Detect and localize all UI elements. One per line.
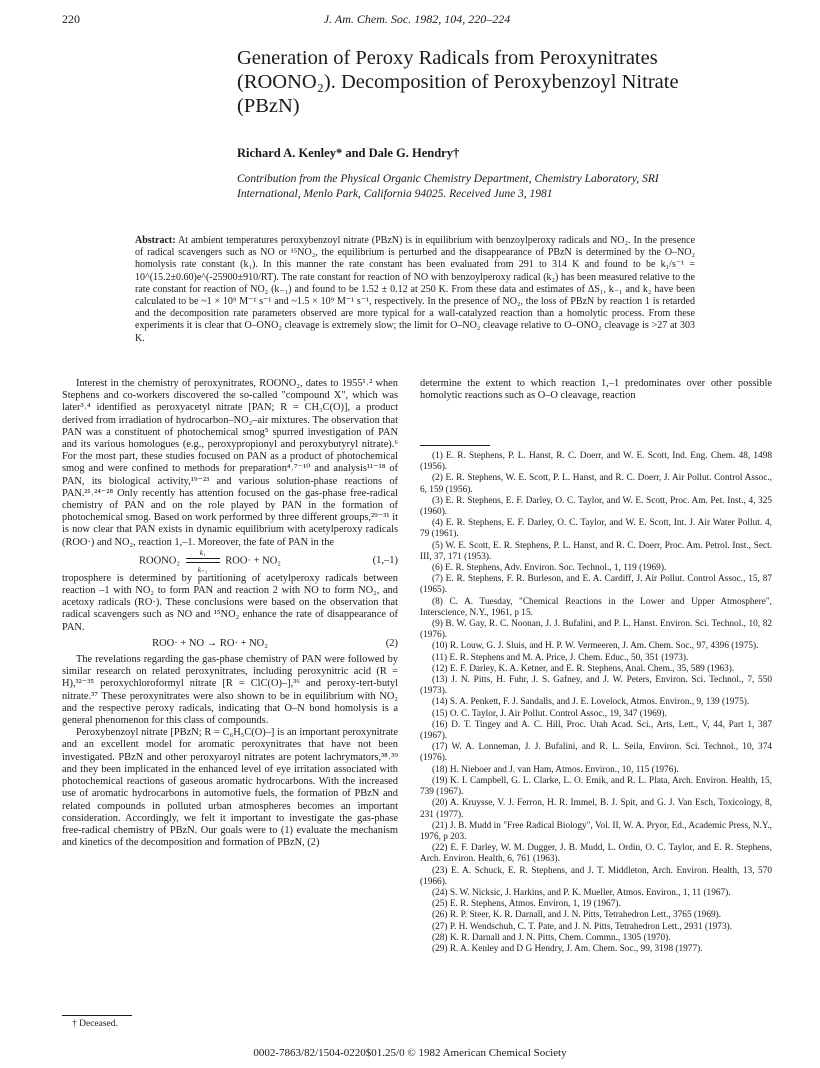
reference-item: (21) J. B. Mudd in "Free Radical Biology", Vol. II, W. A. Pryor, Ed., Academic Press, N.Y., 1976, p 203. [420,820,772,842]
right-column [420,378,772,402]
reference-item: (28) K. R. Darnall and J. N. Pitts, Chem. Commn., 1305 (1970). [432,932,671,943]
references-list [420,451,772,955]
page-header [62,12,772,30]
equation-1-right: ROO· + NO₂ [225,555,281,567]
left-column [62,378,398,849]
reference-item: (16) D. T. Tingey and A. C. Hill, Proc. Utah Acad. Sci., Arts, Lett., V, 44, Part 1, 387 (1967). [420,719,772,742]
reference-item: (3) E. R. Stephens, E. F. Darley, O. C. Taylor, and W. E. Scott, Proc. Am. Pet. Inst., 4, 325 (1960). [420,495,772,518]
reference-item: (23) E. A. Schuck, E. R. Stephens, and J. T. Middleton, Arch. Environ. Health, 13, 570 (1966). [420,865,772,887]
equation-1-number: (1,–1) [372,554,398,566]
equation-1-km1: k₋₁ [197,564,208,574]
abstract-text: At ambient temperatures peroxybenzoyl nitrate (PBzN) is in equilibrium with benzoylperoxy radicals and NO₂. In the presence of radical scavengers such as NO or ¹⁵NO₂, the equilibrium is perturbed and the disappearance of PBzN is determined by the O–NO₂ homolysis rate constant (k₁). In this manner the rate constant has been evaluated from 291 to 314 K and found to be k₁/s⁻¹ = 10^(15.2±0.60)e^(-25900±910/RT). The rate constant for reaction of NO with benzoylperoxy radical (k₂) has been measured relative to the rate constant for reaction of NO₂ (k₋₁) and found to be 1.52 ± 0.12 at 250 K. From these data and estimates of ΔS₁, k₋₁ and k₂ have been calculated to be ~1 × 10⁹ M⁻¹ s⁻¹ and ~1.5 × 10⁹ M⁻¹ s⁻¹, respectively. In the presence of NO₂, the loss of PBzN by reaction 1 is retarded and the decomposition rate parameters observed are more typical for a wall-catalyzed reaction than a homolytic process. From these experiments it is clear that O–ONO₂ cleavage is extremely slow; the limit for O–NO₂ cleavage relative to O–ONO₂ cleavage is >27 at 303 K. [135,235,696,344]
equation-1-k1: k₁ [199,547,206,557]
page-footer: 0002-7863/82/1504-0220$01.25/0 © 1982 American Chemical Society [253,1047,567,1059]
equation-2-number: (2) [385,637,398,649]
equation-2 [62,638,398,650]
journal-reference: J. Am. Chem. Soc. 1982, 104, 220–224 [323,12,511,26]
body-paragraph: determine the extent to which reaction 1,–1 predominates over other possible homolytic reactions such as O–O cleavage, reaction [420,378,772,402]
reference-item: (14) S. A. Penkett, F. J. Sandalls, and J. E. Lovelock, Atmos. Environ., 9, 139 (1975). [432,697,750,708]
reference-item: (22) E. F. Darley, W. M. Dugger, J. B. Mudd, L. Ordin, O. C. Taylor, and E. R. Stephens, Arch. Environ. Health, 6, 761 (1963). [420,843,772,865]
article-title: Generation of Peroxy Radicals from Peroxynitrates (ROONO₂). Decomposition of Peroxybenzoyl Nitrate (PBzN) [237,47,679,117]
abstract-label: Abstract: [135,235,176,246]
reference-item: (1) E. R. Stephens, P. L. Hanst, R. C. Doerr, and W. E. Scott, Ind. Eng. Chem. 48, 1498 (1956). [420,451,772,473]
reference-item: (19) K. I. Campbell, G. L. Clarke, L. O. Emik, and R. L. Plata, Arch. Environ. Health, 15, 739 (1967). [420,775,772,798]
reference-item: (25) E. R. Stephens, Atmos. Environ, 1, 19 (1967). [432,899,621,910]
reference-item: (9) B. W. Gay, R. C. Noonan, J. J. Bufalini, and P. L. Hanst. Environ. Sci. Technol., 10, 82 (1976). [420,619,772,641]
footnote-rule [62,1015,132,1016]
reference-item: (7) E. R. Stephens, F. R. Burleson, and E. A. Cardiff, J. Air Pollut. Control Assoc., 15, 87 (1965). [420,574,772,596]
reference-item: (10) R. Louw, G. J. Sluis, and H. P. W. Vermeeren, J. Am. Chem. Soc., 97, 4396 (1975). [432,641,759,652]
body-paragraph: Interest in the chemistry of peroxynitrates, ROONO₂, dates to 1955¹˒² when Stephens and co-workers discovered the so-called "compound X", which was later³˒⁴ identified as peroxyacetyl nitrate [PAN; R = CH₃C(O)], a product derived from irradiation of hydrocarbon–NO₂–air mixtures. The observation that PAN was a constituent of photochemical smog⁵ spurred investigation of PAN and its various homologues (e.g., peroxypropionyl and peroxybutyryl nitrate).⁶ For the most part, these studies focused on PAN as a product of photochemical smog and were confined to methods for preparation⁴˒⁷⁻¹⁰ and analysis¹¹⁻¹⁸ of PAN, its biological activity,¹⁹⁻²³ and various solution-phase reactions of PAN.²¹˒²⁴⁻²⁸ Only recently has attention focused on the gas-phase free-radical chemistry of PAN and on the role played by PAN in the formation of photochemical smog. Based on work performed by three different groups,²⁹⁻³¹ it is now clear that PAN exists in dynamic equilibrium with acetylperoxy radicals (ROO·) and NO₂, reaction 1,–1. Moreover, the fate of PAN in the [62,378,398,548]
equilibrium-arrow-icon [186,547,220,574]
body-paragraph: The revelations regarding the gas-phase chemistry of PAN were followed by similar research on related peroxynitrates, including peroxynitric acid (R = H),³²⁻³⁵ peroxychloroformyl nitrate [R = ClC(O)–],³⁶ and peroxy-tert-butyl nitrate.³⁷ These peroxynitrates were also shown to be in equilibrium with NO₂ and the respective peroxy radicals, indicating that O–N bond homolysis is a general phenomenon for this class of compounds. [62,654,398,727]
equation-1-left: ROONO₂ [139,555,181,567]
reference-item: (8) C. A. Tuesday, "Chemical Reactions in the Lower and Upper Atmosphere", Interscience, N.Y., 1961, p 15. [420,596,772,618]
reference-item: (26) R. P. Steer, K. R. Darnall, and J. N. Pitts, Tetrahedron Lett., 3765 (1969). [432,910,722,921]
reference-item: (11) E. R. Stephens and M. A. Price, J. Chem. Educ., 50, 351 (1973). [432,652,689,663]
reference-item: (13) J. N. Pitts, H. Fuhr, J. S. Gafney, and J. W. Peters, Environ. Sci. Technol., 7, 550 (1973). [420,675,772,697]
reference-item: (17) W. A. Lonneman, J. J. Bufalini, and R. L. Seila, Environ. Sci. Technol., 10, 374 (1976). [420,742,772,764]
reference-item: (15) O. C. Taylor, J. Air Pollut. Control Assoc., 19, 347 (1969). [432,708,667,719]
reference-item: (12) E. F. Darley, K. A. Ketner, and E. R. Stephens, Anal. Chem., 35, 589 (1963). [432,663,735,674]
reference-item: (4) E. R. Stephens, E. F. Darley, O. C. Taylor, and W. E. Scott, Int. J. Air Water Pollut. 4, 79 (1961). [420,518,772,540]
page-number: 220 [62,12,80,26]
reference-item: (27) P. H. Wendschuh, C. T. Pate, and J. N. Pitts, Tetrahedron Lett., 2931 (1973). [432,921,733,932]
reference-item: (5) W. E. Scott, E. R. Stephens, P. L. Hanst, and R. C. Doerr, Proc. Am. Petrol. Inst., Sect. III, 37, 171 (1953). [420,540,772,562]
equation-1 [62,547,398,574]
reference-item: (20) A. Kruysse, V. J. Ferron, H. R. Immel, B. J. Spit, and G. J. Van Esch, Toxicology, 8, 231 (1977). [420,798,772,820]
body-paragraph: Peroxybenzoyl nitrate [PBzN; R = C₆H₅C(O)–] is an important peroxynitrate and an excellent model for aromatic peroxynitrates that have not been investigated. PBzN and other peroxyaroyl nitrates are potent lachrymators,³⁸˒³⁹ and they been implicated in the enhanced level of eye irritation associated with photochemical reactions of gaseous aromatic hydrocarbons. With the increased use of aromatic hydrocarbons in automotive fuels, the formation of PBzN and related compounds in polluted urban atmospheres becomes an important consideration. Accordingly, we felt it important to investigate the gas-phase free-radical chemistry of PBzN. Our goals were to (1) evaluate the mechanism and kinetics of the decomposition and formation of PBzN, (2) [62,727,398,849]
reference-item: (18) H. Nieboer and J. van Ham, Atmos. Environ., 10, 115 (1976). [432,764,679,775]
reference-item: (6) E. R. Stephens, Adv. Environ. Soc. Technol., 1, 119 (1969). [432,563,667,574]
reference-item: (24) S. W. Nicksic, J. Harkins, and P. K. Mueller, Atmos. Environ., 1, 11 (1967). [432,887,731,898]
reference-item: (2) E. R. Stephens, W. E. Scott, P. L. Hanst, and R. C. Doerr, J. Air Pollut. Control Assoc., 6, 159 (1956). [420,473,772,495]
references-rule [420,445,490,446]
authors: Richard A. Kenley* and Dale G. Hendry† [237,146,460,160]
reference-item: (29) R. A. Kenley and D G Hendry, J. Am. Chem. Soc., 99, 3198 (1977). [432,943,703,954]
affiliation: Contribution from the Physical Organic Chemistry Department, Chemistry Laboratory, SRI International, Menlo Park, California 94025. Received June 3, 1981 [237,173,659,200]
equation-2-text: ROO· + NO → RO· + NO₂ [152,637,268,649]
body-paragraph: troposphere is determined by partitioning of acetylperoxy radicals between reaction –1 with NO₂ to form PAN and reaction 2 with NO to form NO₂, and acetoxy radicals (RO·). These conclusions were based on the observation that radical scavengers such as NO and ¹⁵NO₂ enhance the rate of disappearance of PAN. [62,572,398,633]
footnote: † Deceased. [72,1019,118,1029]
abstract [135,235,695,345]
